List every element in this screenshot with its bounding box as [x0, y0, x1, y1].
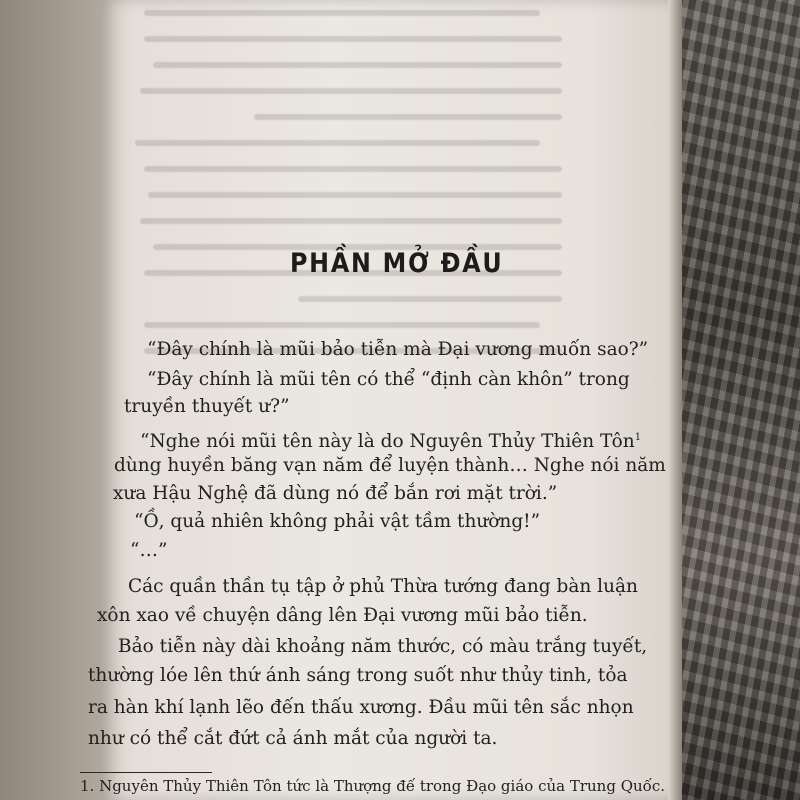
text-line: “…” [130, 540, 168, 561]
text-line: “Đây chính là mũi tên có thể “định càn khôn” trong [147, 369, 630, 390]
text-line: Các quần thần tụ tập ở phủ Thừa tướng đang bàn luận [128, 576, 638, 597]
footnote-divider [80, 772, 212, 773]
footnote-marker: 1 [634, 432, 642, 443]
text-line: “Ồ, quả nhiên không phải vật tầm thường!” [134, 511, 541, 532]
text-line: “Nghe nói mũi tên này là do Nguyên Thủy Thiên Tôn$^1$ [140, 431, 642, 453]
text-line: xưa Hậu Nghệ đã dùng nó để bắn rơi mặt trời.” [113, 483, 558, 504]
text-line: thường lóe lên thứ ánh sáng trong suốt như thủy tinh, tỏa [88, 665, 628, 686]
text-line: ra hàn khí lạnh lẽo đến thấu xương. Đầu mũi tên sắc nhọn [88, 697, 634, 718]
text-line: như có thể cắt đứt cả ánh mắt của người ta. [88, 728, 498, 749]
text-line: truyền thuyết ư?” [124, 396, 290, 417]
text-line: “Đây chính là mũi bảo tiễn mà Đại vương muốn sao?” [147, 339, 649, 360]
footnote: 1. Nguyên Thủy Thiên Tôn tức là Thượng đế trong Đạo giáo của Trung Quốc. [80, 777, 666, 795]
text-line: Bảo tiễn này dài khoảng năm thước, có màu trắng tuyết, [118, 636, 648, 657]
text-line: xôn xao về chuyện dâng lên Đại vương mũi bảo tiễn. [97, 605, 588, 626]
text-line: dùng huyền băng vạn năm để luyện thành… Nghe nói năm [114, 455, 666, 476]
chapter-heading: PHẦN MỞ ĐẦU [290, 248, 504, 279]
